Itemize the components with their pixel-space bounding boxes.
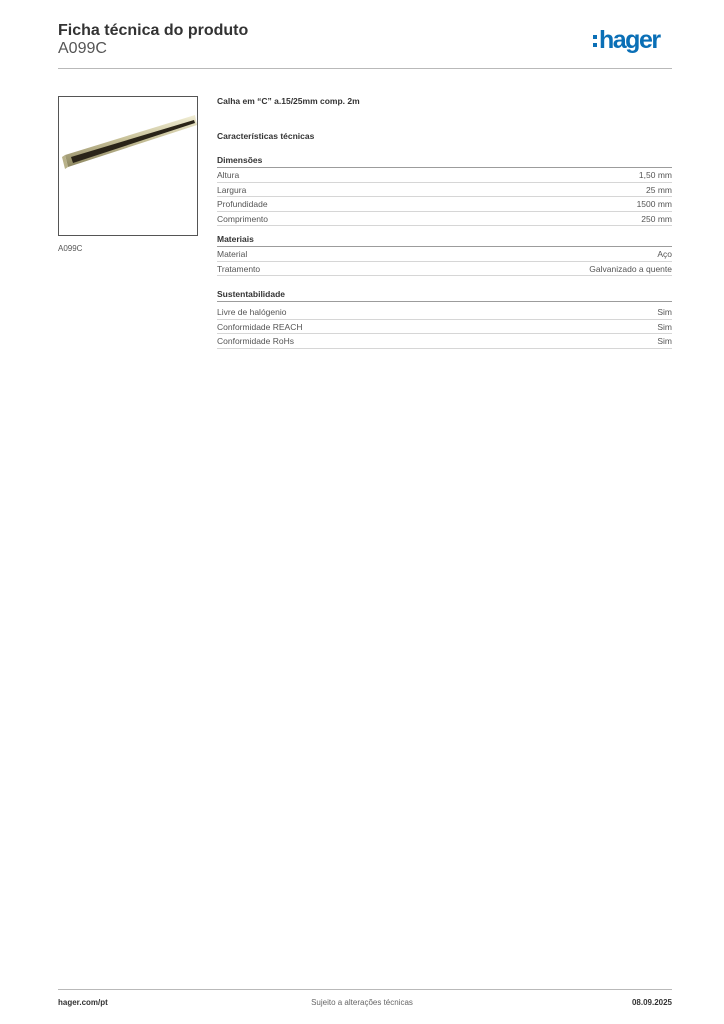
spec-value: 25 mm bbox=[646, 184, 672, 195]
spec-value: 1500 mm bbox=[636, 199, 672, 209]
spec-row bbox=[217, 168, 672, 183]
section-title: Materiais bbox=[217, 234, 672, 247]
spec-value: Galvanizado a quente bbox=[589, 263, 672, 274]
product-name: Calha em “C” a.15/25mm comp. 2m bbox=[217, 96, 360, 106]
spec-value: 1,50 mm bbox=[638, 170, 672, 180]
spec-row bbox=[217, 262, 672, 277]
spec-row bbox=[217, 247, 672, 262]
spec-label: Tratamento bbox=[217, 263, 261, 274]
section-dimensions bbox=[217, 155, 672, 226]
spec-label: Conformidade RoHs bbox=[217, 336, 295, 346]
footer-divider bbox=[58, 989, 672, 990]
image-caption: A099C bbox=[58, 244, 83, 253]
spec-label: Altura bbox=[217, 170, 240, 180]
spec-value: Sim bbox=[657, 307, 672, 317]
spec-value: Sim bbox=[657, 321, 672, 332]
spec-row bbox=[217, 334, 672, 349]
spec-label: Largura bbox=[217, 184, 247, 195]
spec-value: Sim bbox=[657, 336, 672, 346]
spec-row bbox=[217, 320, 672, 335]
logo-dots-icon bbox=[593, 33, 597, 49]
spec-row bbox=[217, 197, 672, 212]
spec-row bbox=[217, 212, 672, 227]
spec-label: Conformidade REACH bbox=[217, 321, 303, 332]
spec-label: Comprimento bbox=[217, 213, 269, 224]
spec-label: Profundidade bbox=[217, 199, 268, 209]
spec-label: Material bbox=[217, 249, 248, 259]
spec-row bbox=[217, 183, 672, 198]
characteristics-heading: Características técnicas bbox=[217, 131, 315, 141]
section-title: Sustentabilidade bbox=[217, 289, 672, 302]
header-title: Ficha técnica do produto bbox=[58, 22, 249, 39]
product-code: A099C bbox=[58, 40, 107, 57]
spec-value: Aço bbox=[657, 249, 672, 259]
spec-content bbox=[217, 96, 672, 349]
header-divider bbox=[58, 68, 672, 69]
section-sustainability bbox=[217, 289, 672, 349]
footer-notice: Sujeito a alterações técnicas bbox=[311, 998, 413, 1007]
spec-label: Livre de halógenio bbox=[217, 307, 287, 317]
spec-value: 250 mm bbox=[641, 213, 672, 224]
product-image bbox=[58, 96, 198, 236]
spec-row bbox=[217, 305, 672, 320]
section-materials bbox=[217, 234, 672, 276]
footer-website-link[interactable]: hager.com/pt bbox=[58, 998, 108, 1007]
rail-illustration bbox=[59, 97, 198, 236]
brand-logo bbox=[593, 26, 660, 55]
footer-date: 08.09.2025 bbox=[631, 998, 672, 1007]
section-title: Dimensões bbox=[217, 155, 672, 168]
logo-text: hager bbox=[599, 26, 660, 54]
